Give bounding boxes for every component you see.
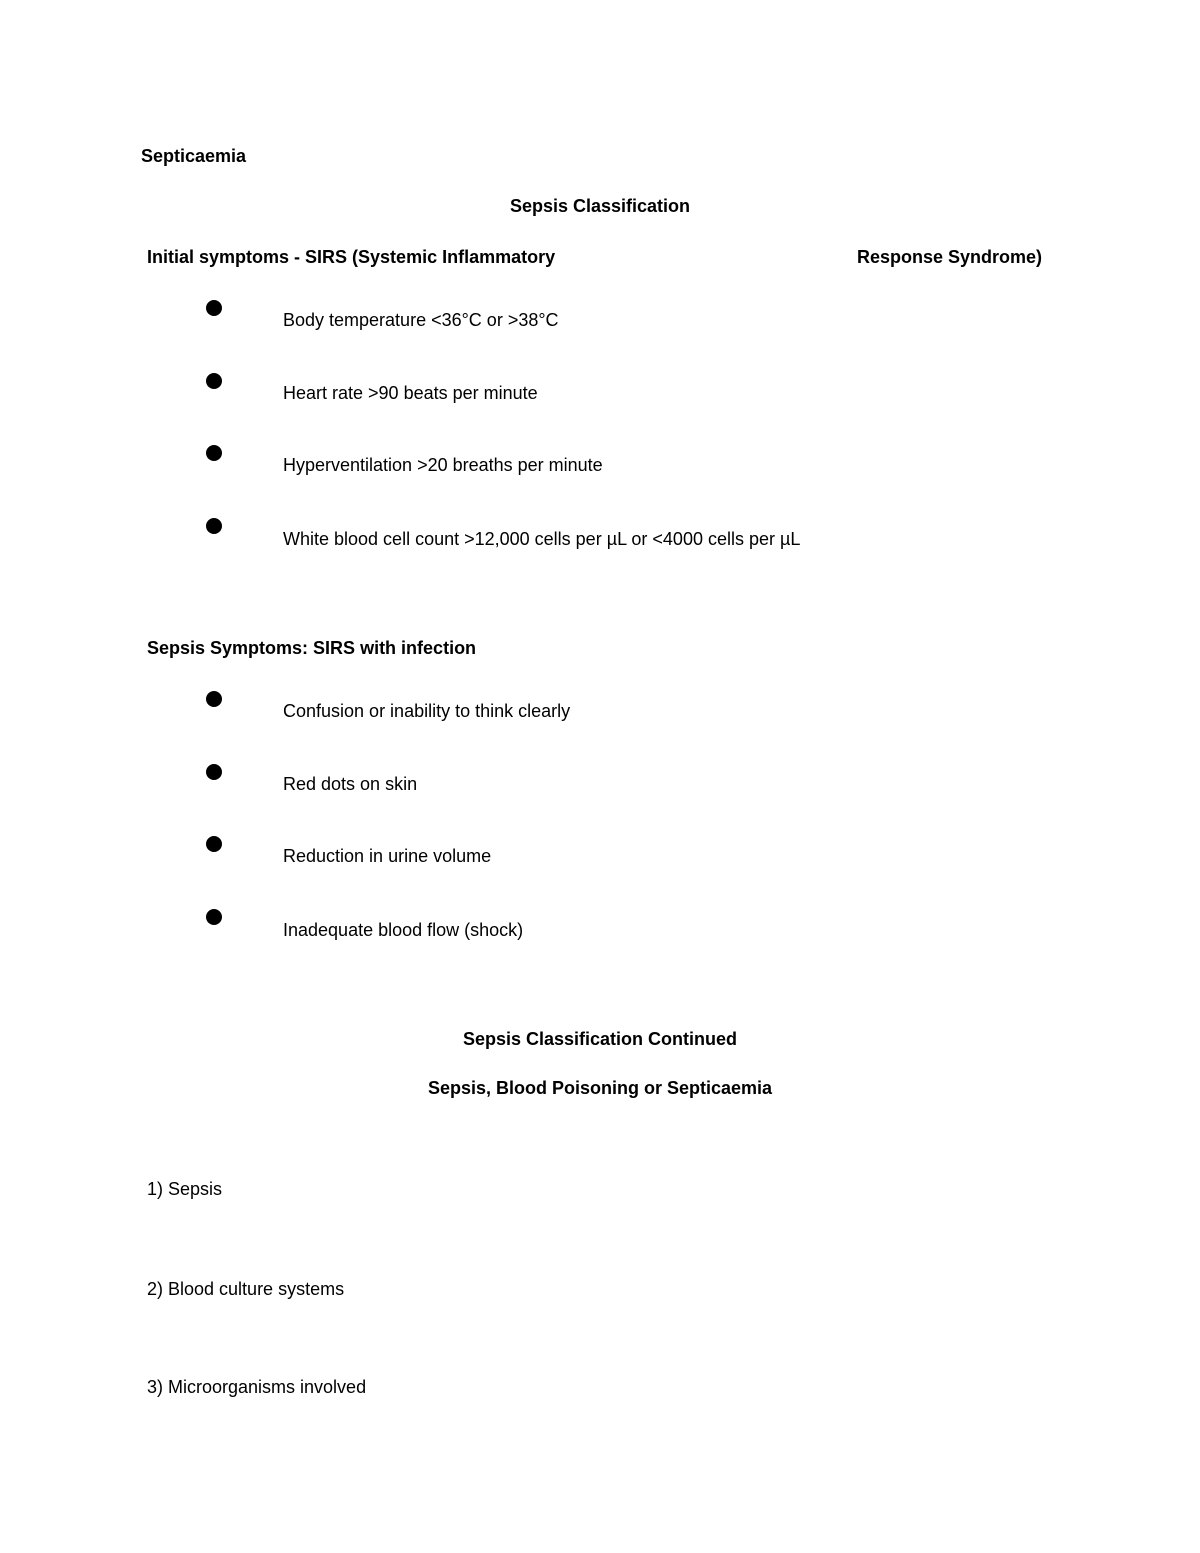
numbered-item-1: 1) Sepsis [147, 1179, 223, 1199]
sirs-heading-left: Initial symptoms - SIRS (Systemic Inflammatory [147, 247, 556, 267]
section-heading-continued: Sepsis Classification Continued [462, 1029, 738, 1049]
bullet-icon [206, 373, 222, 389]
bullet-icon [206, 300, 222, 316]
sirs-bullet-3: Hyperventilation >20 breaths per minute [283, 455, 603, 475]
symptom-bullet-3: Reduction in urine volume [283, 846, 492, 866]
bullet-icon [206, 445, 222, 461]
sirs-bullet-2: Heart rate >90 beats per minute [283, 383, 538, 403]
bullet-icon [206, 909, 222, 925]
sirs-bullet-4: White blood cell count >12,000 cells per µL or <4000 cells per µL [283, 529, 801, 549]
numbered-item-3: 3) Microorganisms involved [147, 1377, 367, 1397]
bullet-icon [206, 764, 222, 780]
document-title: Septicaemia [141, 146, 247, 166]
symptom-bullet-4: Inadequate blood flow (shock) [283, 920, 524, 940]
symptom-bullet-1: Confusion or inability to think clearly [283, 701, 571, 721]
bullet-icon [206, 691, 222, 707]
sirs-bullet-1: Body temperature <36°C or >38°C [283, 310, 559, 330]
sepsis-symptoms-heading: Sepsis Symptoms: SIRS with infection [147, 638, 477, 658]
section-subheading-blood-poisoning: Sepsis, Blood Poisoning or Septicaemia [427, 1078, 773, 1098]
numbered-item-2: 2) Blood culture systems [147, 1279, 345, 1299]
bullet-icon [206, 836, 222, 852]
sirs-heading-right: Response Syndrome) [857, 247, 1043, 267]
symptom-bullet-2: Red dots on skin [283, 774, 418, 794]
section-heading-classification: Sepsis Classification [509, 196, 691, 216]
bullet-icon [206, 518, 222, 534]
